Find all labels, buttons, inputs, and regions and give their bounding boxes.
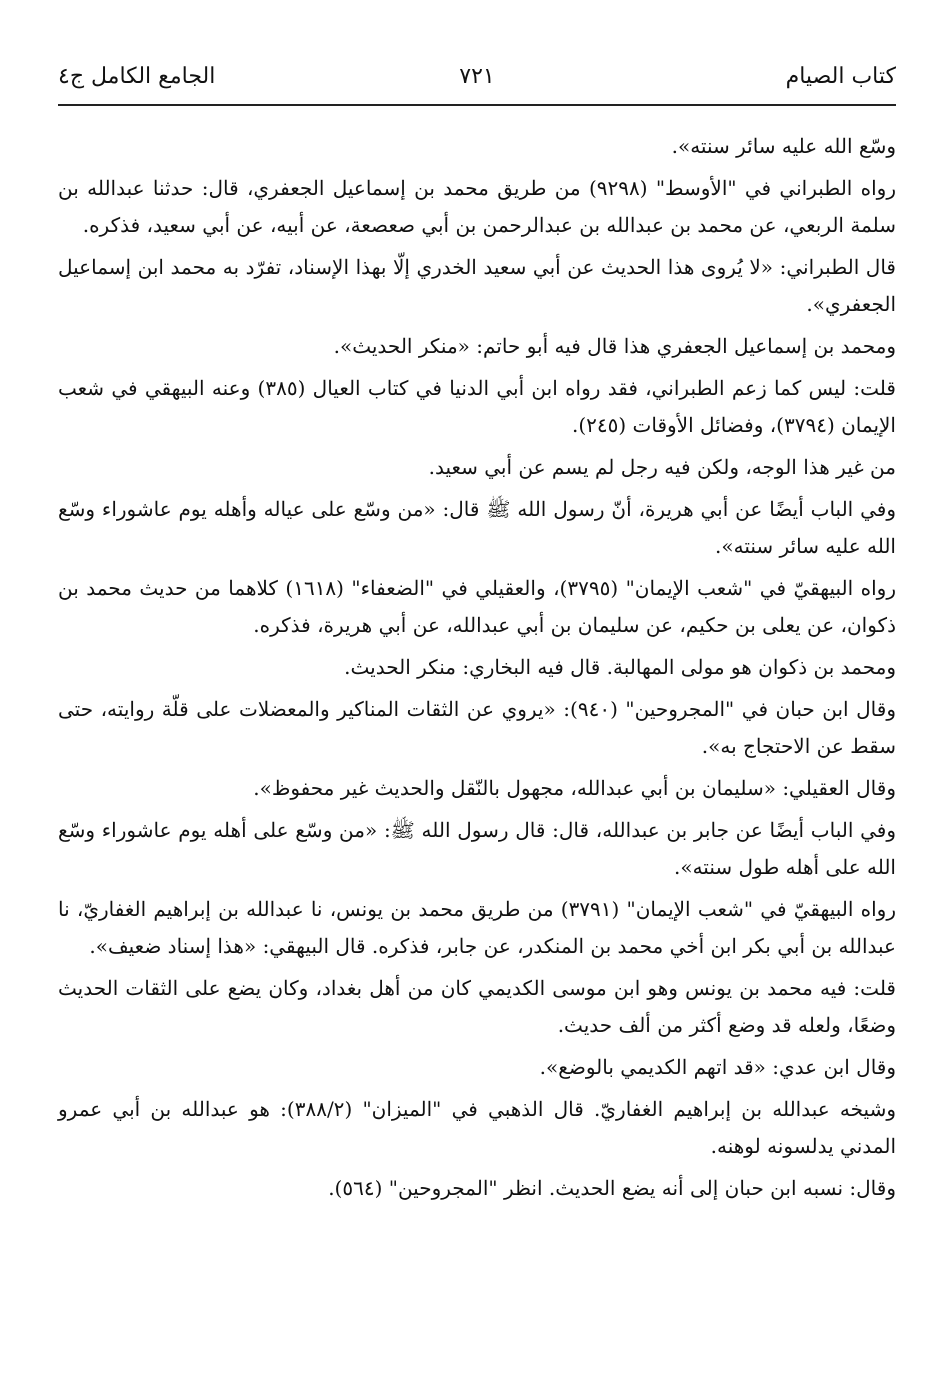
paragraph: من غير هذا الوجه، ولكن فيه رجل لم يسم عن أبي سعيد. xyxy=(428,455,896,479)
main-text xyxy=(58,128,896,1212)
paragraph: وقال: نسبه ابن حبان إلى أنه يضع الحديث. انظر "المجروحين" (٥٦٤). xyxy=(328,1176,896,1200)
paragraph: وشيخه عبدالله بن إبراهيم الغفاريّ. قال الذهبي في "الميزان" (٣٨٨/٢): هو عبدالله بن أبي عمرو المدني يدلسونه لوهنه. xyxy=(58,1097,896,1158)
header-section-title: كتاب الصيام xyxy=(785,64,896,89)
paragraph: رواه الطبراني في "الأوسط" (٩٢٩٨) من طريق محمد بن إسماعيل الجعفري، قال: حدثنا عبدالله بن سلمة الربعي، عن محمد بن عبدالله بن عبدالرحمن بن أبي صعصعة، عن أبيه، عن أبي سعيد، فذكره. xyxy=(58,176,897,237)
paragraph: رواه البيهقيّ في "شعب الإيمان" (٣٧٩٥)، والعقيلي في "الضعفاء" (١٦١٨) كلاهما من حديث محمد بن ذكوان، عن يعلى بن حكيم، عن سليمان بن أبي عبدالله، عن أبي هريرة، فذكره. xyxy=(58,576,897,637)
book-page xyxy=(58,0,896,1374)
running-header xyxy=(58,62,896,98)
paragraph: قال الطبراني: «لا يُروى هذا الحديث عن أبي سعيد الخدري إلّا بهذا الإسناد، تفرّد به محمد ابن إسماعيل الجعفري». xyxy=(58,255,896,316)
header-divider xyxy=(58,104,896,106)
paragraph: قلت: ليس كما زعم الطبراني، فقد رواه ابن أبي الدنيا في كتاب العيال (٣٨٥) وعنه البيهقي في شعب الإيمان (٣٧٩٤)، وفضائل الأوقات (٢٤٥). xyxy=(58,376,896,437)
paragraph: وفي الباب أيضًا عن أبي هريرة، أنّ رسول الله ﷺ قال: «من وسّع على عياله وأهله يوم عاشوراء وسّع الله عليه سائر سنته». xyxy=(58,497,896,558)
paragraph: وقال ابن عدي: «قد اتهم الكديمي بالوضع». xyxy=(539,1055,896,1079)
paragraph: وقال ابن حبان في "المجروحين" (٩٤٠): «يروي عن الثقات المناكير والمعضلات على قلّة روايته، حتى سقط عن الاحتجاج به». xyxy=(58,697,896,758)
paragraph: قلت: فيه محمد بن يونس وهو ابن موسى الكديمي كان من أهل بغداد، وكان يضع على الثقات الحديث وضعًا، ولعله قد وضع أكثر من ألف حديث. xyxy=(58,976,896,1037)
paragraph: وقال العقيلي: «سليمان بن أبي عبدالله، مجهول بالنّقل والحديث غير محفوظ». xyxy=(253,776,896,800)
paragraph: رواه البيهقيّ في "شعب الإيمان" (٣٧٩١) من طريق محمد بن يونس، نا عبدالله بن إبراهيم الغفاريّ، نا عبدالله بن أبي بكر ابن أخي محمد بن المنكدر، عن جابر، فذكره. قال البيهقي: «هذا إسناد ضعيف». xyxy=(58,897,896,958)
paragraph: وفي الباب أيضًا عن جابر بن عبدالله، قال: قال رسول الله ﷺ: «من وسّع على أهله يوم عاشوراء وسّع الله على أهله طول سنته». xyxy=(58,818,896,879)
paragraph: ومحمد بن ذكوان هو مولى المهالبة. قال فيه البخاري: منكر الحديث. xyxy=(344,655,896,679)
paragraph: وسّع الله عليه سائر سنته». xyxy=(671,134,896,158)
paragraph: ومحمد بن إسماعيل الجعفري هذا قال فيه أبو حاتم: «منكر الحديث». xyxy=(333,334,896,358)
header-book-title: الجامع الكامل ج٤ xyxy=(58,64,216,89)
header-page-number: ٧٢١ xyxy=(459,64,495,89)
